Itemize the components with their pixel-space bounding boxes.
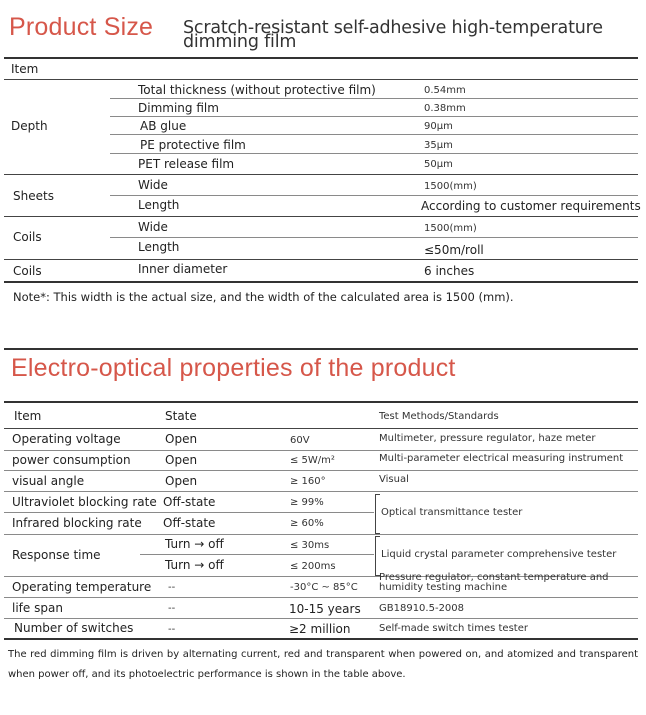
col-header-standard: Test Methods/Standards (379, 411, 499, 422)
property-value: 60V (290, 435, 310, 446)
property-standard: Multimeter, pressure regulator, haze meter (379, 433, 596, 444)
spec-value: According to customer requirements (421, 199, 641, 213)
property-name: power consumption (12, 453, 131, 467)
property-standard: Multi-parameter electrical measuring instrument (379, 453, 624, 464)
spec-name: Length (138, 240, 180, 254)
col-header-item: Item (14, 409, 42, 423)
rule (4, 638, 638, 640)
property-state: -- (168, 582, 176, 593)
spec-value: ≤50m/roll (424, 243, 484, 257)
spec-name: AB glue (140, 119, 187, 133)
col-header-state: State (165, 409, 197, 423)
property-value: ≥ 160° (290, 476, 326, 487)
property-name: Operating temperature (12, 580, 152, 594)
rule (4, 79, 638, 80)
property-value: 10-15 years (289, 602, 361, 616)
property-value: -30°C ~ 85°C (290, 582, 358, 593)
property-name: Response time (12, 548, 101, 562)
rule (4, 512, 374, 513)
footnote: The red dimming film is driven by alternating current, red and transparent when powered on, and atomized and transparent when power off, and its photoelectric performance is shown in the table above. (8, 649, 638, 680)
property-standard: Liquid crystal parameter comprehensive tester (381, 549, 617, 560)
spec-value: 35μm (424, 140, 453, 151)
property-name: visual angle (12, 474, 85, 488)
property-state: Off-state (163, 495, 216, 509)
property-name: Ultraviolet blocking rate (12, 495, 157, 509)
coils-label: Coils (13, 264, 42, 278)
property-state: Open (165, 474, 198, 488)
rule (4, 57, 638, 59)
property-value: ≥ 99% (290, 497, 324, 508)
property-state: Turn → off (165, 537, 224, 551)
spec-value: 1500(mm) (424, 223, 477, 234)
spec-name: PET release film (138, 157, 235, 171)
spec-value: 90μm (424, 121, 453, 132)
spec-name: Length (138, 198, 180, 212)
spec-name: PE protective film (140, 138, 246, 152)
rule (110, 153, 638, 154)
property-value: ≤ 200ms (290, 561, 336, 572)
rule (110, 116, 638, 117)
rule (110, 237, 638, 238)
rule (4, 491, 638, 492)
spec-name: Inner diameter (138, 262, 228, 276)
width-note: Note*: This width is the actual size, and the width of the calculated area is 1500 (mm). (13, 290, 514, 304)
rule (4, 401, 638, 403)
property-name: Number of switches (14, 621, 134, 635)
product-name: Scratch-resistant self-adhesive high-temperature dimming film (183, 18, 603, 52)
row-group-bracket (375, 536, 380, 576)
product-size-heading: Product Size (9, 13, 154, 41)
property-standard: Optical transmittance tester (381, 507, 523, 518)
property-name: life span (12, 601, 63, 615)
property-standard: GB18910.5-2008 (379, 603, 465, 614)
rule (4, 618, 638, 619)
depth-label: Depth (11, 119, 48, 133)
row-group-bracket (375, 494, 380, 534)
spec-value: 50μm (424, 159, 453, 170)
spec-name: Wide (138, 178, 168, 192)
rule (4, 348, 638, 350)
rule (4, 174, 638, 175)
property-state: -- (168, 603, 176, 614)
rule (110, 98, 638, 99)
rule (4, 259, 638, 260)
spec-value: 6 inches (424, 264, 475, 278)
rule (4, 534, 638, 535)
rule (4, 597, 638, 598)
rule (4, 470, 638, 471)
spec-name: Total thickness (without protective film) (138, 83, 376, 97)
property-state: Off-state (163, 516, 216, 530)
property-standard: Self-made switch times tester (379, 623, 528, 634)
property-value: ≥2 million (289, 622, 351, 636)
item-header: Item (11, 62, 39, 76)
property-state: Open (165, 453, 198, 467)
spec-value: 0.54mm (424, 85, 466, 96)
rule (4, 428, 638, 429)
rule (140, 554, 374, 555)
property-state: Turn → off (165, 558, 224, 572)
spec-name: Wide (138, 220, 168, 234)
spec-value: 1500(mm) (424, 181, 477, 192)
rule (110, 195, 638, 196)
property-value: ≤ 5W/m² (290, 455, 335, 466)
rule (4, 216, 638, 217)
coils-label: Coils (13, 230, 42, 244)
property-value: ≥ 60% (290, 518, 324, 529)
electro-optical-heading: Electro-optical properties of the product (11, 354, 456, 382)
rule (4, 281, 638, 283)
spec-name: Dimming film (138, 101, 219, 115)
property-state: Open (165, 432, 198, 446)
property-state: -- (168, 624, 176, 635)
property-standard: Pressure regulator, constant temperature and humidity testing machine (379, 572, 609, 593)
property-name: Infrared blocking rate (12, 516, 142, 530)
rule (110, 134, 638, 135)
property-standard: Visual (379, 474, 409, 485)
property-value: ≤ 30ms (290, 540, 330, 551)
sheets-label: Sheets (13, 189, 54, 203)
rule (4, 450, 638, 451)
property-name: Operating voltage (12, 432, 121, 446)
spec-value: 0.38mm (424, 103, 466, 114)
